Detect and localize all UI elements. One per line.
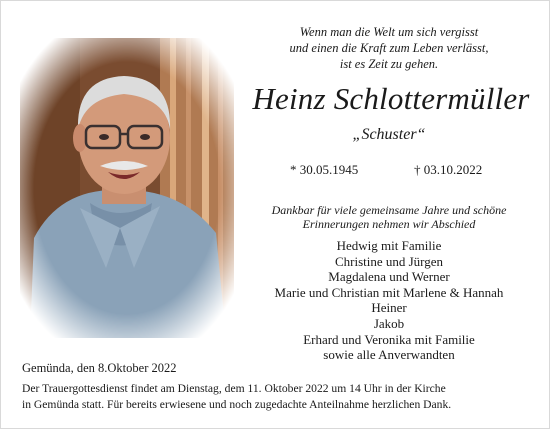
poem-line: Wenn man die Welt um sich vergisst [299,25,479,39]
death-date: † 03.10.2022 [414,162,483,177]
mourner: sowie alle Anverwandten [323,347,455,363]
birth-date: * 30.05.1945 [290,162,359,177]
thanks-text [244,203,534,231]
mourner: Magdalena und Werner [328,269,450,285]
mourner: Jakob [373,315,405,331]
place-and-date: Gemünda, den 8.Oktober 2022 [22,361,177,375]
thanks-line: Dankbar für viele gemeinsame Jahre und schöne [271,203,507,217]
poem [244,24,534,72]
life-dates [244,160,534,180]
portrait-photo [20,38,234,338]
mourners-list [244,238,534,363]
nickname: „Schuster“ [352,126,426,143]
service-line: in Gemünda statt. Für bereits erwiesene und noch zugedachte Anteilnahme herzlichen Dank. [22,398,452,411]
poem-line: ist es Zeit zu gehen. [339,57,439,71]
service-line: Der Trauergottesdienst findet am Dienstag, dem 11. Oktober 2022 um 14 Uhr in der Kirche [22,382,446,395]
mourner: Erhard und Veronika mit Familie [303,331,475,347]
mourner: Heiner [371,300,407,316]
thanks-line: Erinnerungen nehmen wir Abschied [302,217,476,231]
mourner: Marie und Christian mit Marlene & Hannah [274,284,504,300]
deceased-name: Heinz Schlottermüller [252,81,530,116]
service-notice [22,381,534,413]
mourner: Christine und Jürgen [334,253,444,269]
mourner: Hedwig mit Familie [336,238,442,253]
poem-line: und einen die Kraft zum Leben verlässt, [289,41,489,55]
